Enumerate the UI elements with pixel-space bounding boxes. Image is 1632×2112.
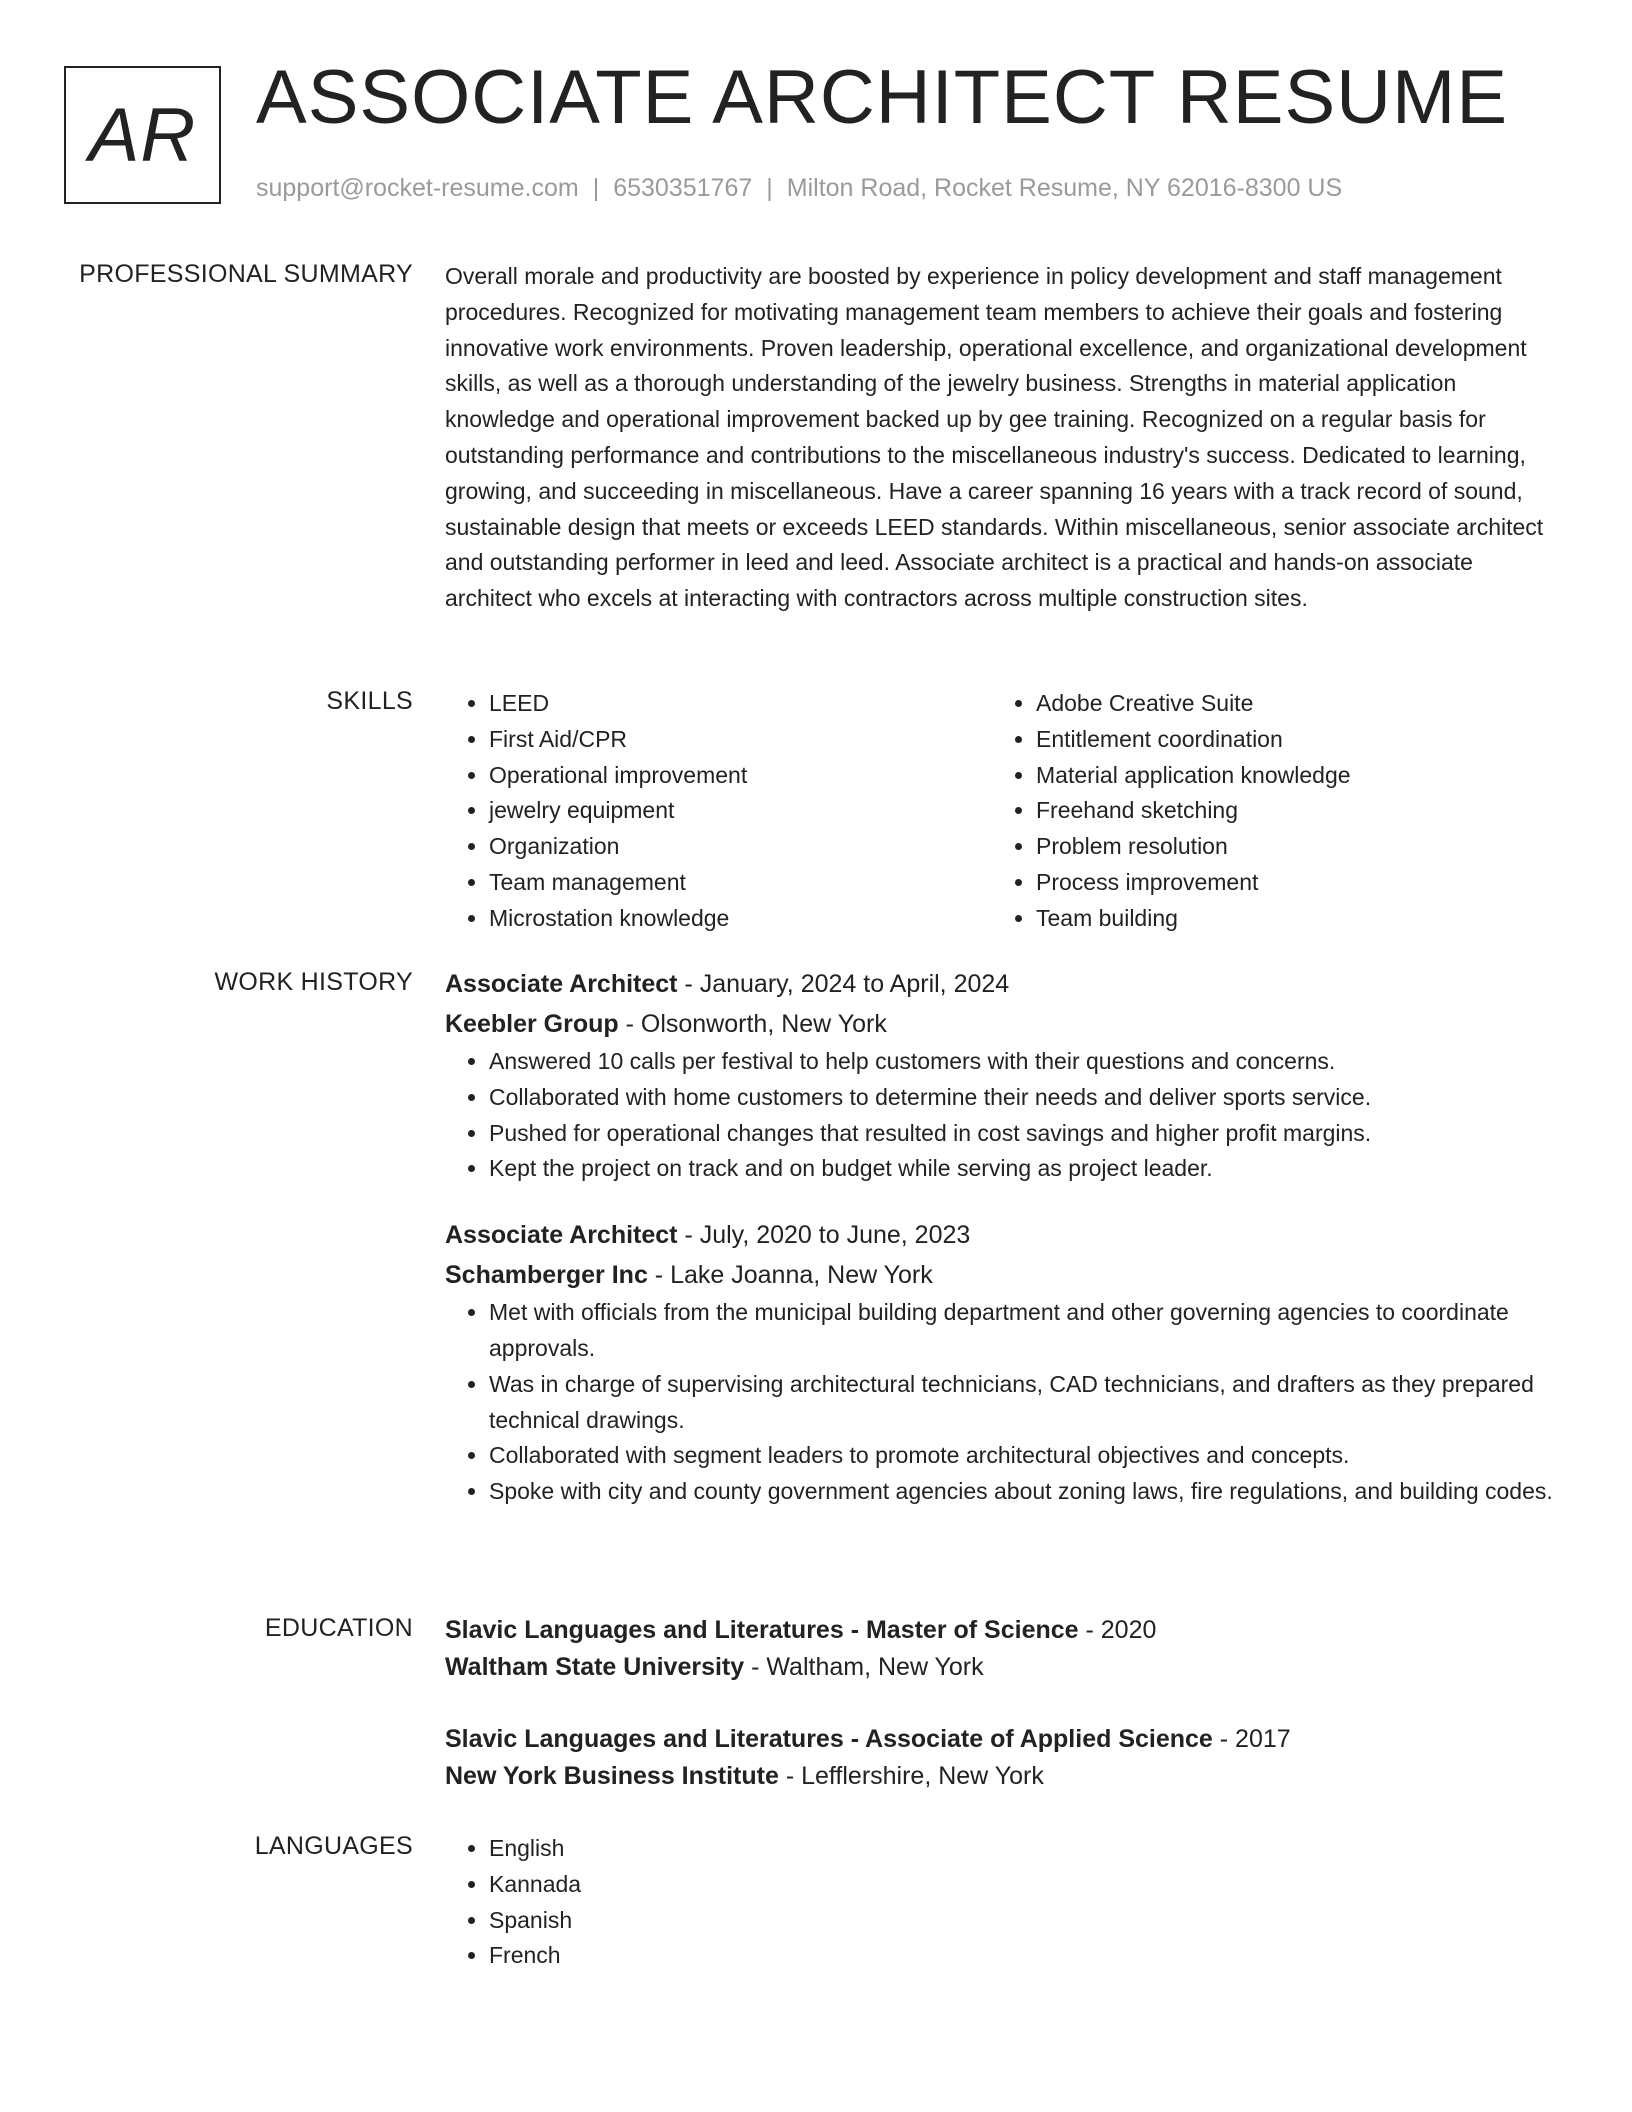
job-company: Keebler Group [445, 1010, 619, 1038]
skill-item: • Freehand sketching [1036, 793, 1539, 829]
education-entry [445, 1612, 1555, 1686]
contact-phone: 6530351767 [613, 174, 753, 202]
summary-text: Overall morale and productivity are boosted by experience in policy development and staff management procedures. Recognized for motivating management team members to achieve their goals and fostering innovative work environments. Proven leadership, operational excellence, and organizational development skills, as well as a thorough understanding of the jewelry business. Strengths in material application knowledge and operational improvement backed up by gee training. Recognized on a regular basis for outstanding performance and contributions to the miscellaneous industry's success. Dedicated to learning, growing, and succeeding in miscellaneous. Have a career spanning 16 years with a track record of sound, sustainable design that meets or exceeds LEED standards. Within miscellaneous, senior associate architect and outstanding performer in leed and leed. Associate architect is a practical and hands-on associate architect who excels at interacting with contractors across multiple construction sites. [445, 263, 1544, 612]
language-item: • Spanish [489, 1903, 1555, 1939]
education-year: - 2020 [1078, 1616, 1157, 1644]
job-bullet: • Pushed for operational changes that resulted in cost savings and higher profit margins. [489, 1116, 1555, 1152]
education-location: - Waltham, New York [744, 1653, 984, 1681]
job-company-line [445, 1004, 1555, 1044]
contact-email: support@rocket-resume.com [256, 174, 579, 202]
education-entry [445, 1721, 1555, 1795]
job-bullet: • Collaborated with segment leaders to promote architectural objectives and concepts. [489, 1438, 1555, 1474]
education-school: Waltham State University [445, 1653, 745, 1681]
job-location: - Lake Joanna, New York [647, 1261, 933, 1290]
job-dates: - July, 2020 to June, 2023 [677, 1221, 971, 1250]
job-entry [445, 964, 1555, 1187]
contact-separator: | [592, 174, 600, 202]
skill-item: • First Aid/CPR [489, 722, 992, 758]
section-label-skills: SKILLS [326, 687, 413, 715]
education-degree-line [445, 1721, 1555, 1758]
job-bullet: • Answered 10 calls per festival to help customers with their questions and concerns. [489, 1044, 1555, 1080]
language-item: • English [489, 1831, 1555, 1867]
section-label-work-history: WORK HISTORY [214, 968, 413, 996]
monogram-logo: AR [64, 66, 221, 204]
job-bullet: • Was in charge of supervising architectural technicians, CAD technicians, and drafters as they prepared technical drawings. [489, 1367, 1555, 1439]
language-item: • Kannada [489, 1867, 1555, 1903]
education-location: - Lefflershire, New York [778, 1762, 1044, 1790]
skills-list-right [992, 686, 1539, 937]
job-bullets [445, 1044, 1555, 1187]
skill-item: • Process improvement [1036, 865, 1539, 901]
skill-item: • Team management [489, 865, 992, 901]
job-title: Associate Architect [445, 1221, 678, 1250]
job-entry [445, 1215, 1555, 1510]
skill-item: • Material application knowledge [1036, 758, 1539, 794]
job-location: - Olsonworth, New York [618, 1010, 887, 1038]
language-item: • French [489, 1938, 1555, 1974]
skill-item: • Entitlement coordination [1036, 722, 1539, 758]
job-company: Schamberger Inc [445, 1261, 648, 1290]
skill-item: • LEED [489, 686, 992, 722]
skill-item: • jewelry equipment [489, 793, 992, 829]
job-dates: - January, 2024 to April, 2024 [677, 970, 1010, 998]
skill-item: • Operational improvement [489, 758, 992, 794]
skill-item: • Adobe Creative Suite [1036, 686, 1539, 722]
job-title-line [445, 964, 1555, 1004]
job-bullets [445, 1295, 1555, 1510]
contact-separator: | [766, 174, 773, 202]
education-degree: Slavic Languages and Literatures - Master of Science [445, 1616, 1079, 1644]
section-label-summary: PROFESSIONAL SUMMARY [79, 260, 413, 288]
skill-item: • Team building [1036, 901, 1539, 937]
job-title: Associate Architect [445, 970, 678, 998]
section-label-languages: LANGUAGES [254, 1832, 413, 1860]
job-bullet: • Kept the project on track and on budget while serving as project leader. [489, 1151, 1555, 1187]
education-school-line [445, 1758, 1555, 1795]
education-year: - 2017 [1212, 1725, 1291, 1753]
skills-list-left [445, 686, 992, 937]
education-degree-line [445, 1612, 1555, 1649]
section-label-education: EDUCATION [264, 1614, 413, 1642]
resume-title: ASSOCIATE ARCHITECT RESUME [256, 55, 1509, 140]
contact-line [256, 174, 1342, 203]
education-school-line [445, 1649, 1555, 1686]
job-bullet: • Met with officials from the municipal building department and other governing agencies to coordinate approvals. [489, 1295, 1555, 1367]
job-title-line [445, 1215, 1555, 1255]
job-company-line [445, 1255, 1555, 1295]
contact-address: Milton Road, Rocket Resume, NY 62016-8300 US [786, 174, 1343, 202]
education-degree: Slavic Languages and Literatures - Associate of Applied Science [445, 1725, 1213, 1753]
skill-item: • Microstation knowledge [489, 901, 992, 937]
education-school: New York Business Institute [445, 1762, 779, 1790]
skill-item: • Organization [489, 829, 992, 865]
job-bullet: • Spoke with city and county government agencies about zoning laws, fire regulations, and building codes. [489, 1474, 1555, 1510]
skill-item: • Problem resolution [1036, 829, 1539, 865]
languages-list [445, 1831, 1555, 1974]
job-bullet: • Collaborated with home customers to determine their needs and deliver sports service. [489, 1080, 1555, 1116]
